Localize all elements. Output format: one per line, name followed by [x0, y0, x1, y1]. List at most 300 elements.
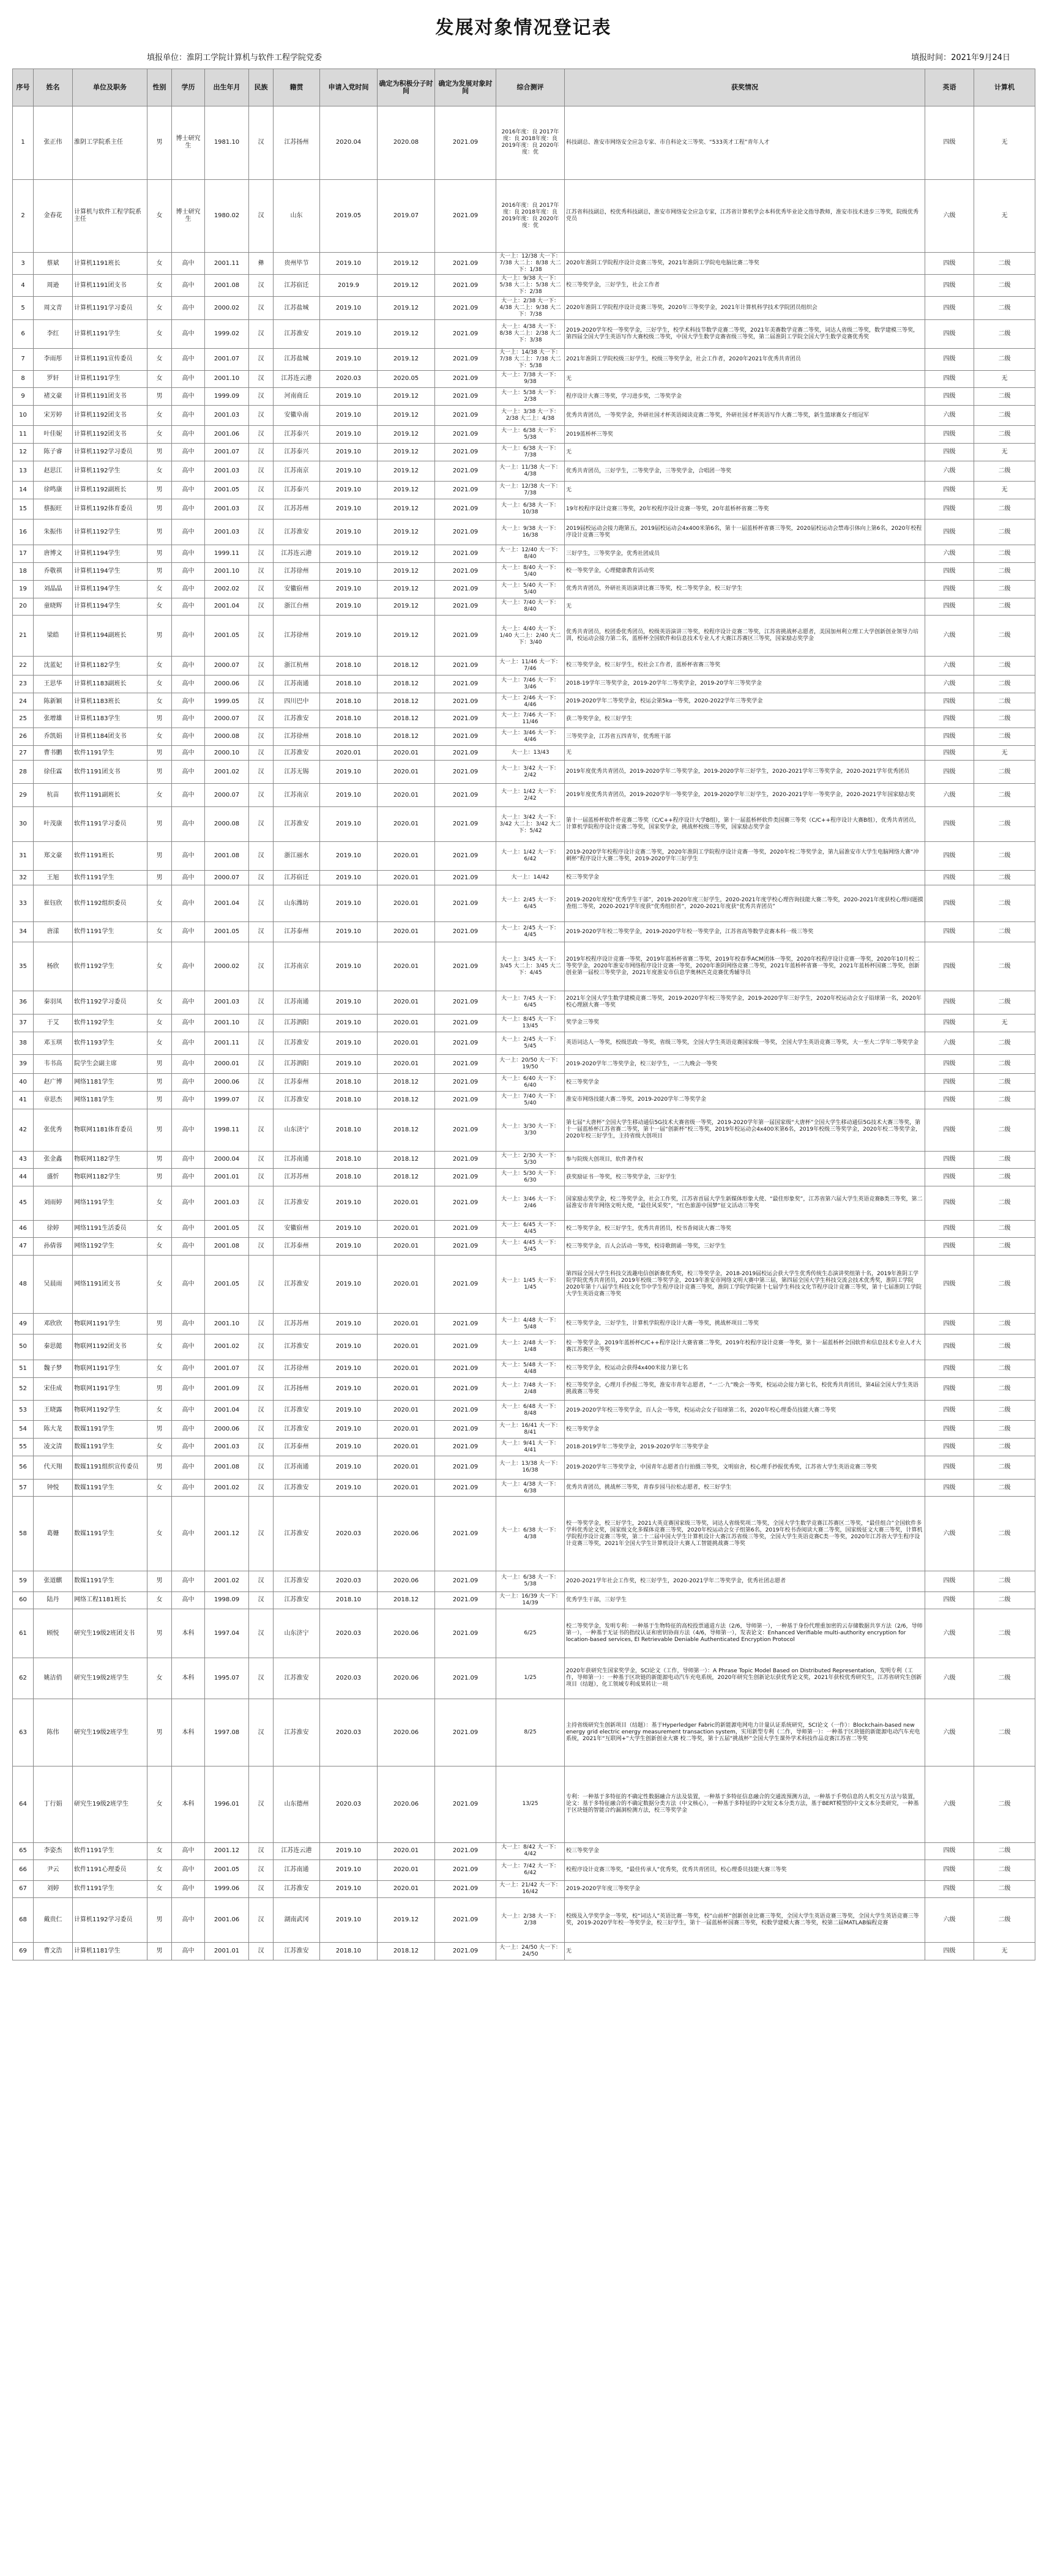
activist-date-cell: 2020.06	[378, 1497, 435, 1571]
table-row	[13, 1220, 1035, 1238]
birth-cell: 1999.11	[205, 545, 249, 563]
table-row	[13, 545, 1035, 563]
english-cell: 四级	[925, 942, 974, 991]
unit-cell: 计算机1194学生	[73, 598, 147, 616]
birth-cell: 2000.08	[205, 728, 249, 746]
origin-cell: 江苏盐城	[274, 348, 320, 370]
activist-date-cell: 2019.12	[378, 563, 435, 581]
activist-date-cell: 2018.12	[378, 1151, 435, 1169]
computer-cell: 无	[974, 106, 1035, 180]
award-cell: 2020年淮阴工学院程序设计竞赛三等奖，2021年淮阴工学院电电脑比赛二等奖	[565, 253, 925, 275]
row-number: 20	[13, 598, 34, 616]
nation-cell: 汉	[249, 1238, 274, 1256]
row-number: 62	[13, 1658, 34, 1699]
sex-cell: 女	[147, 1256, 172, 1314]
apply-date-cell: 2019.10	[320, 1421, 378, 1439]
row-number: 50	[13, 1334, 34, 1360]
education-cell: 高中	[172, 675, 205, 693]
develop-date-cell: 2021.09	[435, 106, 496, 180]
sex-cell: 女	[147, 885, 172, 922]
education-cell: 高中	[172, 482, 205, 499]
award-cell: 2019-2020年度校“优秀学生干部”，2019-2020年度三好学生，2020-2021年度学校心理咨询技能大赛二等奖，2020-2021年度获校心理问题摸查组二等奖，2020-2021学年度获“优秀组织者”，2020-2021年度获“优秀共青团员”	[565, 885, 925, 922]
award-cell: 2019-2020学年校程序设计竞赛二等奖，2020年淮阴工学院程序设计竞赛一等奖，2020年校二等奖学金，第九届淮安市大学生电脑网络大赛“冲刺杯”程序设计大赛二等奖，2019-2020学年三好学生	[565, 842, 925, 871]
education-cell: 高中	[172, 656, 205, 675]
award-cell: 校二等奖学金，发明专利：一种基于生物特征的高校投票通道方法（2/6，导师第一），一种基于身份代理重加密的云存储数据共享方法（2/6，导师第一），一种基于无证书的指纹认证和密钥协商方法（4/6，导师第一），发表论文：Enhanced Verifiable multi-authority encryption for location-based services, EI Retrievable Deniable Authenticated Encryption Protocol	[565, 1609, 925, 1658]
birth-cell: 2001.01	[205, 1169, 249, 1186]
origin-cell: 山东	[274, 179, 320, 253]
nation-cell: 汉	[249, 563, 274, 581]
name-cell: 金春花	[34, 179, 73, 253]
develop-date-cell: 2021.09	[435, 942, 496, 991]
computer-cell: 二级	[974, 426, 1035, 444]
develop-date-cell: 2021.09	[435, 444, 496, 461]
education-cell: 高中	[172, 388, 205, 406]
apply-date-cell: 2020.04	[320, 106, 378, 180]
table-row	[13, 1238, 1035, 1256]
name-cell: 刘雨婷	[34, 1186, 73, 1220]
apply-date-cell: 2019.10	[320, 499, 378, 519]
table-row	[13, 499, 1035, 519]
english-cell: 四级	[925, 922, 974, 942]
activist-date-cell: 2020.01	[378, 1334, 435, 1360]
develop-date-cell: 2021.09	[435, 1479, 496, 1497]
education-cell: 高中	[172, 370, 205, 388]
table-row	[13, 1860, 1035, 1880]
award-cell: 三等奖学金，江苏省五四青年，优秀班干部	[565, 728, 925, 746]
develop-date-cell: 2021.09	[435, 1055, 496, 1074]
apply-date-cell: 2019.10	[320, 545, 378, 563]
sex-cell: 男	[147, 1151, 172, 1169]
evaluation-cell: 大一上：6/45 大一下：4/45	[496, 1220, 565, 1238]
origin-cell: 江苏南通	[274, 1151, 320, 1169]
nation-cell: 汉	[249, 1591, 274, 1609]
english-cell: 四级	[925, 710, 974, 728]
origin-cell: 江苏徐州	[274, 728, 320, 746]
english-cell: 四级	[925, 1314, 974, 1334]
table-row	[13, 580, 1035, 598]
computer-cell: 二级	[974, 461, 1035, 481]
apply-date-cell: 2018.10	[320, 675, 378, 693]
unit-cell: 软件1192组织委员	[73, 885, 147, 922]
sex-cell: 女	[147, 922, 172, 942]
row-number: 68	[13, 1898, 34, 1943]
nation-cell: 汉	[249, 580, 274, 598]
origin-cell: 江苏淮安	[274, 806, 320, 842]
origin-cell: 江苏泗阳	[274, 1014, 320, 1032]
row-number: 8	[13, 370, 34, 388]
sex-cell: 男	[147, 616, 172, 657]
award-cell: 2019-2020学年度三等奖学金	[565, 1880, 925, 1898]
award-cell: 主持省级研究生创新项目（结题）：基于Hyperledger Fabric的新能源电网电力计量认证系统研究，SCI论文（一作）：Blockchain-based new energy grid electric energy measurement transaction system，实用新型专利（二作，导师第一）：一种基于区块链的新能源电动汽车充电系统，2021年“互联网+”大学生创新创业大赛 校二等奖，第十五届“挑战杯”全国大学生课外学术科技作品竞赛江苏省二等奖	[565, 1699, 925, 1766]
apply-date-cell: 2019.10	[320, 320, 378, 349]
origin-cell: 江苏徐州	[274, 616, 320, 657]
row-number: 19	[13, 580, 34, 598]
nation-cell: 汉	[249, 784, 274, 807]
apply-date-cell: 2018.10	[320, 728, 378, 746]
evaluation-cell: 大一上：2/38 大一下：2/38	[496, 1898, 565, 1943]
row-number: 45	[13, 1186, 34, 1220]
sex-cell: 男	[147, 806, 172, 842]
name-cell: 丁行娟	[34, 1766, 73, 1842]
row-number: 12	[13, 444, 34, 461]
name-cell: 沈蓝妃	[34, 656, 73, 675]
birth-cell: 2001.10	[205, 563, 249, 581]
table-row	[13, 348, 1035, 370]
develop-date-cell: 2021.09	[435, 842, 496, 871]
evaluation-cell: 大一上：7/46 大一下：11/46	[496, 710, 565, 728]
sex-cell: 男	[147, 710, 172, 728]
row-number: 11	[13, 426, 34, 444]
sex-cell: 女	[147, 275, 172, 297]
award-cell: 校三等奖学金，三好学生，社会工作者	[565, 275, 925, 297]
activist-date-cell: 2020.08	[378, 106, 435, 180]
apply-date-cell: 2020.03	[320, 1699, 378, 1766]
award-cell: 国家励志奖学金，校二等奖学金，社会工作奖，江苏省首届大学生新媒体形象大使、“最佳形象奖”，江苏省第六届大学生英语竞赛B类三等奖，第二届淮安市青年网络文明大使，“最佳风采奖”，“红色旅游中国梦”征文活动三等奖	[565, 1186, 925, 1220]
evaluation-cell: 大一上：3/30 大一下：3/30	[496, 1109, 565, 1151]
develop-date-cell: 2021.09	[435, 1377, 496, 1401]
nation-cell: 汉	[249, 1314, 274, 1334]
education-cell: 高中	[172, 275, 205, 297]
birth-cell: 2001.05	[205, 1256, 249, 1314]
apply-date-cell: 2019.10	[320, 761, 378, 784]
origin-cell: 江苏泰州	[274, 1238, 320, 1256]
row-number: 61	[13, 1609, 34, 1658]
evaluation-cell: 大一上：9/41 大一下：4/41	[496, 1439, 565, 1456]
apply-date-cell: 2019.10	[320, 885, 378, 922]
award-cell: 校三等奖学金，心理月手抄报二等奖，淮安市青年志愿者，“一二·九”晚会一等奖，校运动会接力第七名，校优秀共青团员，第4届全国大学生英语挑战赛三等奖	[565, 1377, 925, 1401]
education-cell: 高中	[172, 1360, 205, 1377]
english-cell: 六级	[925, 1898, 974, 1943]
row-number: 26	[13, 728, 34, 746]
computer-cell: 二级	[974, 1401, 1035, 1421]
origin-cell: 江苏淮安	[274, 1032, 320, 1055]
computer-cell: 二级	[974, 1479, 1035, 1497]
table-row	[13, 693, 1035, 710]
name-cell: 邓玉琪	[34, 1032, 73, 1055]
english-cell: 六级	[925, 461, 974, 481]
evaluation-cell: 大一上：3/46 大一下：2/46	[496, 1186, 565, 1220]
nation-cell: 汉	[249, 297, 274, 320]
computer-cell: 二级	[974, 1699, 1035, 1766]
unit-cell: 计算机1194学生	[73, 580, 147, 598]
english-cell: 四级	[925, 728, 974, 746]
birth-cell: 1997.08	[205, 1699, 249, 1766]
award-cell: 校三等奖学金	[565, 870, 925, 885]
nation-cell: 汉	[249, 1401, 274, 1421]
unit-cell: 软件1191心理委员	[73, 1860, 147, 1880]
nation-cell: 汉	[249, 1334, 274, 1360]
award-cell: 校三等奖学金，百人会活动一等奖，校诗歌朗诵一等奖，三好学生	[565, 1238, 925, 1256]
award-cell: 校三等奖学金，校三好学生，校社会工作者，蓝桥杯省赛三等奖	[565, 656, 925, 675]
activist-date-cell: 2020.01	[378, 1238, 435, 1256]
award-cell: 无	[565, 482, 925, 499]
unit-cell: 软件1191学习委员	[73, 806, 147, 842]
nation-cell: 汉	[249, 545, 274, 563]
origin-cell: 山东潍坊	[274, 885, 320, 922]
name-cell: 王思华	[34, 675, 73, 693]
apply-date-cell: 2019.10	[320, 1238, 378, 1256]
english-cell: 四级	[925, 348, 974, 370]
apply-date-cell: 2019.10	[320, 580, 378, 598]
unit-cell: 数媒1191学生	[73, 1439, 147, 1456]
birth-cell: 2001.04	[205, 598, 249, 616]
activist-date-cell: 2020.01	[378, 1032, 435, 1055]
birth-cell: 1980.02	[205, 179, 249, 253]
english-cell: 四级	[925, 519, 974, 545]
computer-cell: 二级	[974, 842, 1035, 871]
name-cell: 王旭	[34, 870, 73, 885]
header-cell: 性别	[147, 69, 172, 106]
table-row	[13, 1032, 1035, 1055]
table-row	[13, 1186, 1035, 1220]
computer-cell: 二级	[974, 1055, 1035, 1074]
english-cell: 四级	[925, 870, 974, 885]
origin-cell: 山东济宁	[274, 1109, 320, 1151]
apply-date-cell: 2019.10	[320, 406, 378, 426]
name-cell: 凌文清	[34, 1439, 73, 1456]
origin-cell: 河南商丘	[274, 388, 320, 406]
apply-date-cell: 2019.10	[320, 1898, 378, 1943]
computer-cell: 无	[974, 1014, 1035, 1032]
evaluation-cell: 大一上：16/39 大一下：14/39	[496, 1591, 565, 1609]
english-cell: 四级	[925, 598, 974, 616]
sex-cell: 女	[147, 1334, 172, 1360]
nation-cell: 汉	[249, 461, 274, 481]
sex-cell: 男	[147, 519, 172, 545]
registration-table	[12, 69, 1035, 1960]
develop-date-cell: 2021.09	[435, 922, 496, 942]
header-row	[13, 69, 1035, 106]
row-number: 53	[13, 1401, 34, 1421]
unit-cell: 计算机1192学习委员	[73, 444, 147, 461]
english-cell: 六级	[925, 1609, 974, 1658]
activist-date-cell: 2020.01	[378, 1186, 435, 1220]
sex-cell: 女	[147, 1591, 172, 1609]
table-row	[13, 1092, 1035, 1109]
award-cell: 2019-2020学年校三等奖学金，百人会一等奖，校运动会女子铅球第二名，2020年校心理委员技能大赛二等奖	[565, 1401, 925, 1421]
evaluation-cell: 大一上：2/48 大一下：1/48	[496, 1334, 565, 1360]
table-row	[13, 598, 1035, 616]
table-row	[13, 1842, 1035, 1860]
table-row	[13, 275, 1035, 297]
row-number: 29	[13, 784, 34, 807]
unit-cell: 软件1191副班长	[73, 784, 147, 807]
sex-cell: 女	[147, 1014, 172, 1032]
activist-date-cell: 2020.01	[378, 842, 435, 871]
award-cell: 优秀学生干部，三好学生	[565, 1591, 925, 1609]
name-cell: 崔钰欣	[34, 885, 73, 922]
nation-cell: 汉	[249, 1439, 274, 1456]
english-cell: 四级	[925, 482, 974, 499]
birth-cell: 1981.10	[205, 106, 249, 180]
activist-date-cell: 2019.12	[378, 580, 435, 598]
education-cell: 高中	[172, 563, 205, 581]
table-row	[13, 1591, 1035, 1609]
apply-date-cell: 2019.10	[320, 806, 378, 842]
row-number: 27	[13, 746, 34, 761]
english-cell: 四级	[925, 1377, 974, 1401]
birth-cell: 2000.07	[205, 784, 249, 807]
name-cell: 于艾	[34, 1014, 73, 1032]
english-cell: 四级	[925, 842, 974, 871]
computer-cell: 二级	[974, 545, 1035, 563]
sex-cell: 女	[147, 598, 172, 616]
english-cell: 四级	[925, 275, 974, 297]
apply-date-cell: 2019.10	[320, 1456, 378, 1479]
birth-cell: 2001.08	[205, 842, 249, 871]
award-cell: 优秀共青团员，一等奖学金，外研社国才杯英语阅读竞赛二等奖，外研社国才杯英语写作大赛二等奖，新生篮球赛女子组冠军	[565, 406, 925, 426]
evaluation-cell: 大一上：6/48 大一下：8/48	[496, 1401, 565, 1421]
name-cell: 罗轩	[34, 370, 73, 388]
english-cell: 四级	[925, 1456, 974, 1479]
award-cell: 程序设计大赛三等奖，学习进步奖，二等奖学金	[565, 388, 925, 406]
table-row	[13, 761, 1035, 784]
unit-cell: 软件1192学习委员	[73, 991, 147, 1014]
unit-cell: 软件1192学生	[73, 1014, 147, 1032]
birth-cell: 2001.10	[205, 370, 249, 388]
origin-cell: 江苏苏州	[274, 499, 320, 519]
activist-date-cell: 2020.01	[378, 1880, 435, 1898]
award-cell: 2021年淮阴工学院校级三好学生，校级三等奖学金，社会工作者，2020年2021年优秀共青团员	[565, 348, 925, 370]
sex-cell: 女	[147, 675, 172, 693]
table-row	[13, 253, 1035, 275]
develop-date-cell: 2021.09	[435, 746, 496, 761]
education-cell: 高中	[172, 1109, 205, 1151]
evaluation-cell: 大一上：7/45 大一下：6/45	[496, 991, 565, 1014]
computer-cell: 二级	[974, 942, 1035, 991]
unit-cell: 数媒1191组织宣传委员	[73, 1456, 147, 1479]
row-number: 38	[13, 1032, 34, 1055]
english-cell: 四级	[925, 1943, 974, 1960]
sex-cell: 男	[147, 746, 172, 761]
apply-date-cell: 2020.01	[320, 746, 378, 761]
sex-cell: 女	[147, 1238, 172, 1256]
education-cell: 高中	[172, 1169, 205, 1186]
award-cell: 2020年淮阴工学院程序设计竞赛三等奖，2020年三等奖学金，2021年计算机科学技术学院团员组织会	[565, 297, 925, 320]
origin-cell: 江苏淮安	[274, 1699, 320, 1766]
english-cell: 六级	[925, 179, 974, 253]
origin-cell: 江苏淮安	[274, 1943, 320, 1960]
apply-date-cell: 2020.03	[320, 1497, 378, 1571]
computer-cell: 二级	[974, 1074, 1035, 1092]
origin-cell: 江苏南通	[274, 675, 320, 693]
header-cell: 综合测评	[496, 69, 565, 106]
meta-bar	[12, 48, 1035, 69]
birth-cell: 2001.03	[205, 1186, 249, 1220]
name-cell: 吴晨雨	[34, 1256, 73, 1314]
unit-cell: 计算机1194学生	[73, 545, 147, 563]
apply-date-cell: 2019.10	[320, 426, 378, 444]
education-cell: 高中	[172, 1032, 205, 1055]
unit-cell: 计算机1192体育委员	[73, 499, 147, 519]
education-cell: 高中	[172, 870, 205, 885]
row-number: 65	[13, 1842, 34, 1860]
develop-date-cell: 2021.09	[435, 499, 496, 519]
award-cell: 江苏省科技副总，校优秀科技副总，淮安市网络安全应急专家，江苏省计算机学会本科优秀毕业论文指导教师，淮安市技术进步三等奖，院级优秀党员	[565, 179, 925, 253]
birth-cell: 1996.01	[205, 1766, 249, 1842]
develop-date-cell: 2021.09	[435, 1591, 496, 1609]
evaluation-cell: 大一上：1/42 大一下：2/42	[496, 784, 565, 807]
sex-cell: 女	[147, 426, 172, 444]
evaluation-cell: 大一上：3/46 大一下：4/46	[496, 728, 565, 746]
unit-cell: 计算机1192学生	[73, 519, 147, 545]
computer-cell: 二级	[974, 1439, 1035, 1456]
table-row	[13, 461, 1035, 481]
unit-cell: 计算机1192副班长	[73, 482, 147, 499]
row-number: 9	[13, 388, 34, 406]
name-cell: 刘晶晶	[34, 580, 73, 598]
activist-date-cell: 2020.01	[378, 922, 435, 942]
unit-cell: 网络1192学生	[73, 1238, 147, 1256]
name-cell: 乔凯娟	[34, 728, 73, 746]
name-cell: 曹书鹏	[34, 746, 73, 761]
evaluation-cell: 大一上：7/46 大一下：3/46	[496, 675, 565, 693]
origin-cell: 江苏淮安	[274, 320, 320, 349]
english-cell: 六级	[925, 1032, 974, 1055]
award-cell: 校程序设计竞赛三等奖，“最佳传承人”优秀奖，优秀共青团员，校心理委员技能大赛三等奖	[565, 1860, 925, 1880]
table-row	[13, 1571, 1035, 1591]
origin-cell: 江苏泰兴	[274, 444, 320, 461]
sex-cell: 女	[147, 1497, 172, 1571]
apply-date-cell: 2019.10	[320, 1439, 378, 1456]
table-row	[13, 297, 1035, 320]
award-cell: 校级及入学奖学金一等奖，校“词达人”英语比赛一等奖，校“山前杯”创新创业比赛三等奖，全国大学生英语竞赛三等奖，全国大学生英语竞赛三等奖，2019-2020学年校一等奖学金，校三好学生，第十一届蓝桥杯国赛三等奖，校数学建模大赛二等奖，校第二届MATLAB编程竞赛	[565, 1898, 925, 1943]
computer-cell: 二级	[974, 1314, 1035, 1334]
unit-cell: 数媒1191学生	[73, 1421, 147, 1439]
table-row	[13, 1766, 1035, 1842]
evaluation-cell: 大一上：7/40 大一下：5/40	[496, 1092, 565, 1109]
develop-date-cell: 2021.09	[435, 580, 496, 598]
activist-date-cell: 2020.01	[378, 1377, 435, 1401]
education-cell: 高中	[172, 1456, 205, 1479]
computer-cell: 二级	[974, 598, 1035, 616]
origin-cell: 贵州毕节	[274, 253, 320, 275]
origin-cell: 江苏淮安	[274, 1334, 320, 1360]
education-cell: 高中	[172, 598, 205, 616]
row-number: 24	[13, 693, 34, 710]
evaluation-cell: 大一上：2/38 大一下：4/38 大二上：9/38 大二下：7/38	[496, 297, 565, 320]
table-row	[13, 806, 1035, 842]
birth-cell: 2000.04	[205, 1151, 249, 1169]
evaluation-cell: 大一上：3/42 大一下：3/42 大二上：3/42 大二下：5/42	[496, 806, 565, 842]
row-number: 17	[13, 545, 34, 563]
sex-cell: 男	[147, 1377, 172, 1401]
education-cell: 高中	[172, 1479, 205, 1497]
name-cell: 宋芳婷	[34, 406, 73, 426]
evaluation-cell: 大一上：13/38 大一下：16/38	[496, 1456, 565, 1479]
origin-cell: 四川巴中	[274, 693, 320, 710]
name-cell: 徐婷	[34, 1220, 73, 1238]
birth-cell: 2001.02	[205, 761, 249, 784]
table-row	[13, 444, 1035, 461]
origin-cell: 湖南武冈	[274, 1898, 320, 1943]
row-number: 56	[13, 1456, 34, 1479]
education-cell: 高中	[172, 1898, 205, 1943]
develop-date-cell: 2021.09	[435, 1439, 496, 1456]
row-number: 22	[13, 656, 34, 675]
evaluation-cell: 大一上：7/40 大一下：8/40	[496, 598, 565, 616]
award-cell: 第七届“大唐杯”全国大学生移动通信5G技术大赛省级一等奖，2019-2020学年第一届国家级“大唐杯”全国大学生移动通信5G技术大赛三等奖，第十一届蓝桥杯江苏省赛二等奖，第十一届“创新杯”校三等奖，2019年校运动会4x400米第6名，2019年校级三等奖学金，2020年校二等奖学金，2020年校三好学生，主持省级大创项目	[565, 1109, 925, 1151]
award-cell: 优秀共青团员，三好学生，二等奖学金，三等奖学金，合唱团一等奖	[565, 461, 925, 481]
education-cell: 高中	[172, 426, 205, 444]
nation-cell: 汉	[249, 348, 274, 370]
english-cell: 四级	[925, 1571, 974, 1591]
develop-date-cell: 2021.09	[435, 1842, 496, 1860]
unit-cell: 研究生19级2班学生	[73, 1658, 147, 1699]
education-cell: 高中	[172, 1220, 205, 1238]
header-cell: 确定为发展对象时间	[435, 69, 496, 106]
computer-cell: 二级	[974, 1220, 1035, 1238]
